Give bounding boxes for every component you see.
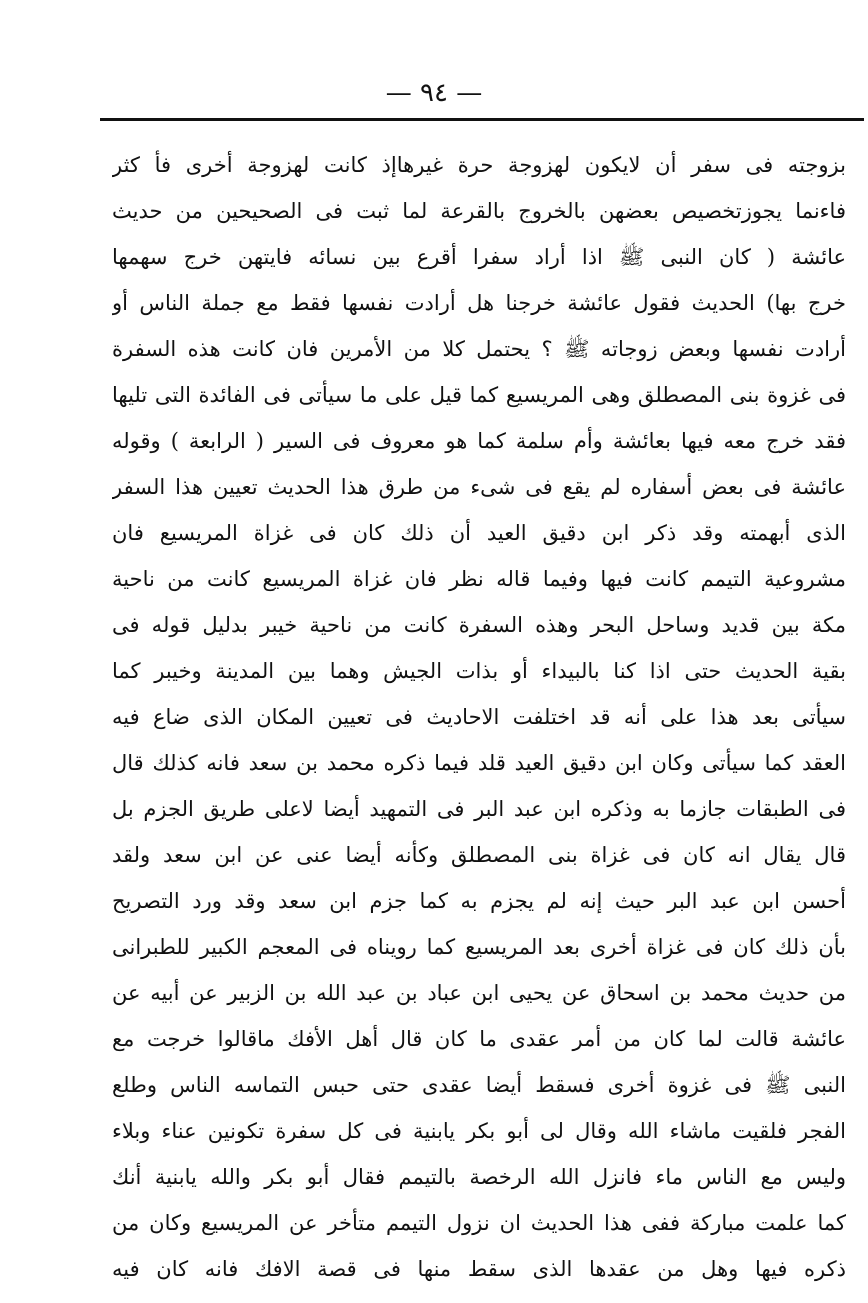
- text-line: بقية الحديث حتى اذا كنا بالبيداء أو بذات الجيش وهما بين المدينة وخيبر كما: [112, 659, 846, 683]
- text-line: مشروعية التيمم كانت فيها وفيما قاله نظر فان غزاة المريسيع كانت من ناحية: [112, 567, 846, 591]
- text-line: النبى ﷺ فى غزوة أخرى فسقط أيضا عقدى حتى حبس التماسه الناس وطلع: [112, 1073, 846, 1097]
- text-line: أحسن ابن عبد البر حيث إنه لم يجزم به كما جزم ابن سعد وقد ورد التصريح: [112, 889, 846, 913]
- text-line: عائشة فى بعض أسفاره لم يقع فى شىء من طرق هذا الحديث تعيين هذا السفر: [112, 475, 846, 499]
- text-line: الفجر فلقيت ماشاء الله وقال لى أبو بكر يابنية فى كل سفرة تكونين عناء وبلاء: [112, 1119, 846, 1143]
- text-line: مكة بين قديد وساحل البحر وهذه السفرة كانت من ناحية خيبر بدليل قوله فى: [112, 613, 846, 637]
- text-line: أرادت نفسها وبعض زوجاته ﷺ ؟ يحتمل كلا من الأمرين فان كانت هذه السفرة: [112, 337, 846, 361]
- text-line: بأن ذلك كان فى غزاة أخرى بعد المريسيع كما رويناه فى المعجم الكبير للطبرانى: [112, 935, 846, 959]
- text-line: فاءنما يجوزتخصيص بعضهن بالخروج بالقرعة لما ثبت فى الصحيحين من حديث: [112, 199, 846, 223]
- page-number: — ٩٤ —: [385, 78, 483, 108]
- text-line: وليس مع الناس ماء فانزل الله الرخصة بالتيمم فقال أبو بكر والله يابنية أنك: [112, 1165, 846, 1189]
- text-line: فقد خرج معه فيها بعائشة وأم سلمة كما هو معروف فى السير ( الرابعة ) وقوله: [112, 429, 846, 453]
- body-text: [112, 142, 846, 1292]
- text-line: بزوجته فى سفر أن لايكون لهزوجة حرة غيرهاإذ كانت لهزوجة أخرى فأ كثر: [112, 153, 846, 177]
- text-line: كما علمت مباركة ففى هذا الحديث ان نزول التيمم متأخر عن المريسيع وكان من: [112, 1211, 846, 1235]
- text-line: فى الطبقات جازما به وذكره ابن عبد البر فى التمهيد أيضا لاعلى طريق الجزم بل: [112, 797, 846, 821]
- header-rule: [100, 118, 864, 121]
- text-line: سيأتى بعد هذا على أنه قد اختلفت الاحاديث فى تعيين المكان الذى ضاع فيه: [112, 705, 846, 729]
- text-line: خرج بها) الحديث فقول عائشة خرجنا هل أرادت نفسها فقط مع جملة الناس أو: [112, 291, 846, 315]
- text-line: من حديث محمد بن اسحاق عن يحيى ابن عباد بن عبد الله بن الزبير عن أبيه عن: [112, 981, 846, 1005]
- text-line: عائشة قالت لما كان من أمر عقدى ما كان قال أهل الأفك ماقالوا خرجت مع: [112, 1027, 846, 1051]
- text-line: العقد كما سيأتى وكان ابن دقيق العيد قلد فيما ذكره محمد بن سعد فانه كذلك قال: [112, 751, 846, 775]
- text-line: ذكره فيها وهل من عقدها الذى سقط منها فى قصة الافك فانه كان فيه: [112, 1257, 846, 1281]
- text-line: فى غزوة بنى المصطلق وهى المريسيع كما قيل على ما سيأتى فى الفائدة التى تليها: [112, 383, 846, 407]
- text-line: الذى أبهمته وقد ذكر ابن دقيق العيد أن ذلك كان فى غزاة المريسيع فان: [112, 521, 846, 545]
- text-line: عائشة ( كان النبى ﷺ اذا أراد سفرا أقرع بين نسائه فايتهن خرج سهمها: [112, 245, 846, 269]
- text-line: قال يقال انه كان فى غزاة بنى المصطلق وكأنه أيضا عنى عن ابن سعد ولقد: [112, 843, 846, 867]
